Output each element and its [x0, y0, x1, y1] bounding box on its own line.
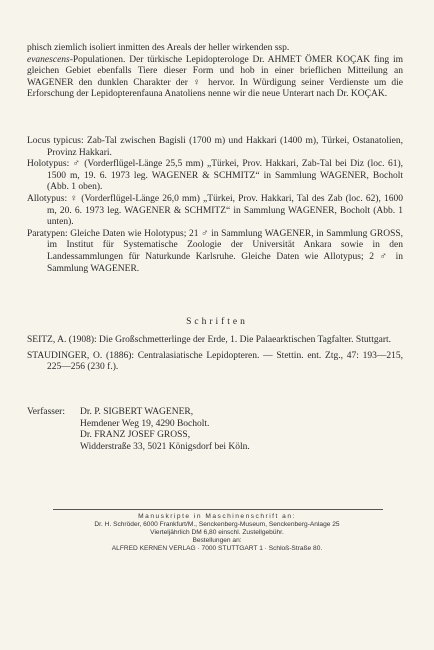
entry-holotypus: Holotypus: ♂ (Vorderflügel-Länge 25,5 mm) „Türkei, Prov. Hakkari, Zab-Tal bei Diz (loc. 61), 1500 m, 19. 6. 1973 leg. WAGENER & SCHMITZ“ in Sammlung WAGENER, Bocholt (Abb. 1 oben).: [27, 159, 404, 193]
entry-paratypen: Paratypen: Gleiche Daten wie Holotypus; 21 ♂ in Sammlung WAGENER, in Sammlung GROSS, im Institut für Systematische Zoologie der Universität Ankara sowie in den Landessammlungen für Naturkunde Karlsruhe. Gleiche Daten wie Allotypus; 2 ♂ in Sammlung WAGENER.: [27, 228, 404, 274]
intro-paragraph: [27, 43, 403, 101]
footer-divider: [53, 509, 383, 510]
footer-line: ALFRED KERNEN VERLAG · 7000 STUTTGART 1 · Schloß-Straße 80.: [111, 545, 323, 553]
type-entries: [27, 136, 403, 275]
author-name: Dr. FRANZ JOSEF GROSS,: [80, 430, 191, 441]
schriften-heading: Schriften: [186, 317, 248, 327]
authors-block: [27, 407, 250, 453]
author-name: Dr. P. SIGBERT WAGENER,: [80, 407, 194, 417]
references: [27, 335, 403, 374]
author-address: Widderstraße 33, 5021 Königsdorf bei Köln.: [80, 441, 250, 452]
entry-locus-typicus: Locus typicus: Zab-Tal zwischen Bagisli (1700 m) und Hakkari (1400 m), Türkei, Ostanatolien, Provinz Hakkari.: [27, 136, 404, 158]
intro-text-2: -Populationen. Der türkische Lepidopterologe Dr. AHMET ÖMER KOÇAK fing im gleichen Gebiet ebenfalls Tiere dieser Form und hob in einer brieflichen Mitteilung an WAGENER den dunklen Charakter der ♀ hervor. In Würdigung seiner Verdienste um die Erforschung der Lepidopterenfauna Anatoliens nenne wir die neue Unterart nach Dr. KOÇAK.: [27, 54, 403, 100]
entry-allotypus: Allotypus: ♀ (Vorderflügel-Länge 26,0 mm) „Türkei, Prov. Hakkari, Tal des Zab (loc. 62), 1600 m, 20. 6. 1973 leg. WAGENER & SCHMITZ“ in Sammlung WAGENER, Bocholt (Abb. 1 unten).: [27, 193, 403, 228]
footer-line: Manuskripte in Maschinenschrift an:: [138, 513, 296, 520]
footer-line: Vierteljährlich DM 6,80 einschl. Zustellgebühr.: [150, 529, 284, 537]
publisher-footer: [0, 513, 434, 553]
author-address: Hemdener Weg 19, 4290 Bocholt.: [80, 418, 210, 429]
reference-item: SEITZ, A. (1908): Die Großschmetterlinge der Erde, 1. Die Palaearktischen Tagfalter. Stuttgart.: [27, 335, 392, 345]
intro-text-1: phisch ziemlich isoliert inmitten des Areals der heller wirkenden ssp.: [27, 43, 290, 53]
footer-line: Bestellungen an:: [192, 537, 242, 545]
authors-label: Verfasser:: [27, 407, 65, 417]
subspecies-name: evanescens: [27, 54, 70, 65]
reference-item: STAUDINGER, O. (1886): Centralasiatische Lepidopteren. — Stettin. ent. Ztg., 47: 193—215, 225—256 (230 f.).: [27, 350, 403, 373]
footer-line: Dr. H. Schröder, 6000 Frankfurt/M., Senckenberg-Museum, Senckenberg-Anlage 25: [94, 521, 340, 529]
